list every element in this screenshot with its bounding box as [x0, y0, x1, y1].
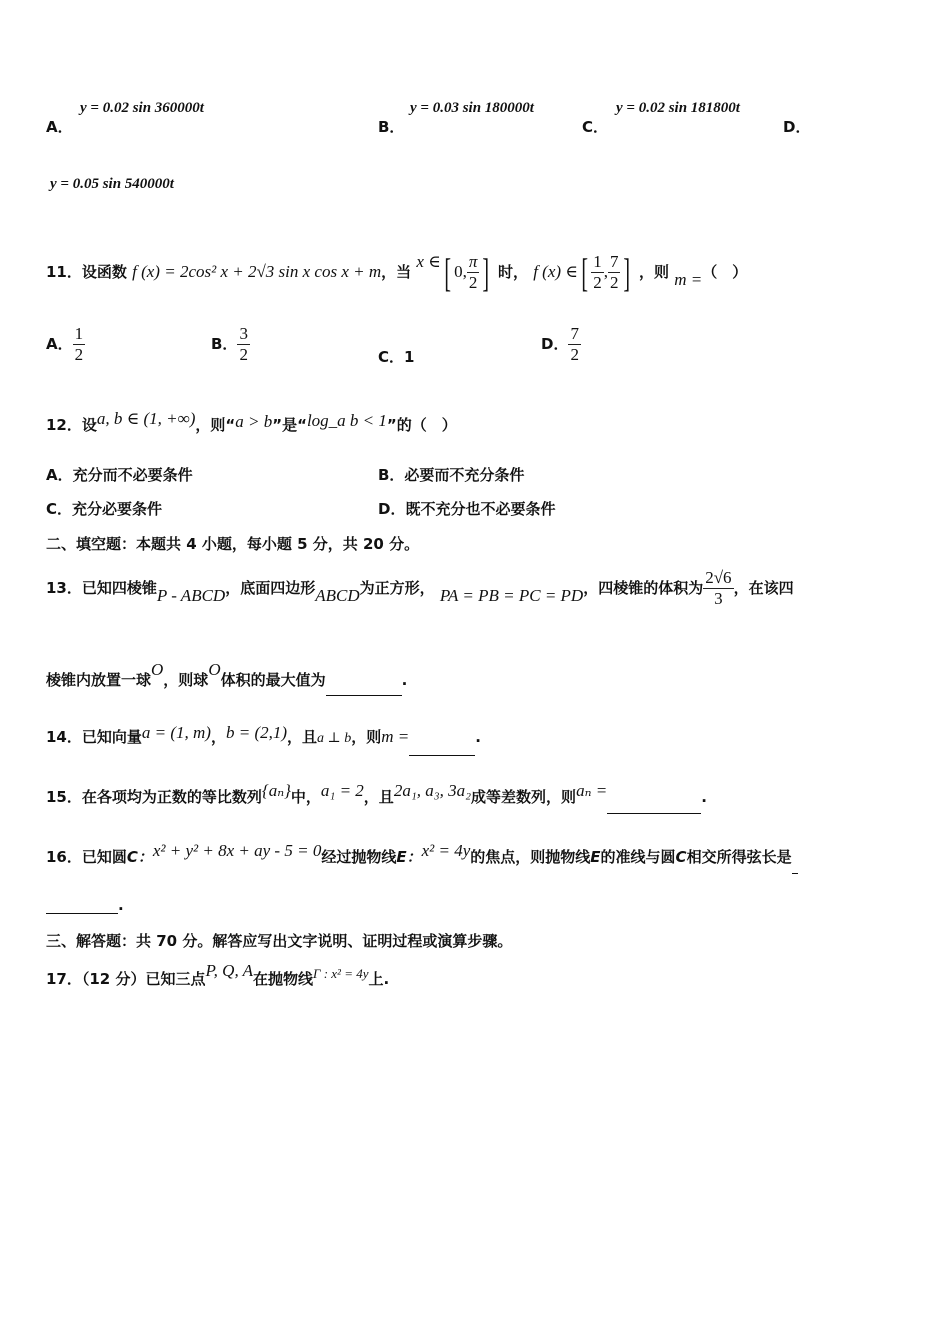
- q11-answer-paren: （ ）: [702, 263, 748, 281]
- q15-an: aₙ =: [576, 781, 608, 800]
- q11-stem: 11．设函数 f (x) = 2cos² x + 2√3 sin x cos x + m，当 x ∈[ 0, $\frac{\pi}{2}$ ] 时， f (x) ∈[ $\frac{1}{2}$ , $\frac{7}{2}$ ] ，则 m =（ ）: [46, 249, 748, 295]
- q10-option-a-expr: y = 0.02 sin 360000t: [80, 100, 204, 116]
- q11-range-low-num: 1: [593, 252, 602, 271]
- q13-text-4: ，在该四: [733, 579, 794, 597]
- q13-stem-line2: [46, 654, 408, 689]
- q16-answer-blank-start[interactable]: [792, 855, 798, 874]
- q12-text-3: ”的（ ）: [386, 416, 457, 434]
- q14-text-1: ，且: [287, 728, 318, 746]
- q13-ball-o-2: O: [208, 660, 221, 679]
- q13-text-2: 为正方形，: [359, 579, 435, 597]
- q16-stem-line2: [46, 896, 124, 914]
- q11-option-d-den: 2: [570, 345, 579, 364]
- q10-option-d-expr: y = 0.05 sin 540000t: [50, 176, 174, 192]
- q14-answer-blank[interactable]: [409, 737, 475, 756]
- q15-text-2: ，且: [363, 788, 394, 806]
- q11-range-low-den: 2: [593, 273, 602, 292]
- q12-option-b[interactable]: B．必要而不充分条件: [378, 466, 525, 484]
- q13-volume-fraction: [703, 568, 733, 609]
- q14-m: m =: [381, 727, 410, 746]
- q15-a1: a₁ = 2: [320, 781, 364, 800]
- q13-volume-den: 3: [714, 589, 723, 608]
- q10-option-c-expr: y = 0.02 sin 181800t: [616, 100, 740, 116]
- q10-option-b-label: B．: [378, 118, 405, 136]
- q14-vector-b: b = (2,1): [225, 723, 288, 742]
- q11-number: 11．: [46, 263, 82, 281]
- q11-option-d-fraction: [568, 324, 581, 365]
- q13-answer-blank[interactable]: [326, 677, 402, 696]
- q11-x-upper-num: π: [468, 252, 478, 271]
- q12-number: 12．设: [46, 416, 97, 434]
- q13-text-5: 棱锥内放置一球: [46, 671, 152, 689]
- q16-parabola-label-2: E: [590, 848, 601, 866]
- q11-option-b-num: 3: [239, 324, 248, 343]
- q11-range-bracket-left: [: [581, 249, 588, 295]
- q11-option-d-num: 7: [570, 324, 579, 343]
- q17-text-1: 在抛物线: [253, 970, 314, 988]
- q13-end: .: [401, 671, 408, 689]
- q11-range-low: [591, 252, 604, 293]
- q16-answer-blank[interactable]: [46, 897, 118, 914]
- q12-stem: [46, 404, 457, 434]
- q12-option-c[interactable]: C．充分必要条件: [46, 500, 163, 518]
- q16-parabola-label: E：: [396, 848, 422, 866]
- q11-option-a-label: A．: [46, 335, 73, 353]
- q11-option-a-num: 1: [74, 324, 84, 343]
- q15-end: .: [701, 788, 707, 806]
- q13-text-3: ，四棱锥的体积为: [583, 579, 704, 597]
- section-3-heading: 三、解答题：共 70 分。解答应写出文字说明、证明过程或演算步骤。: [46, 932, 513, 950]
- q13-text-1: ，底面四边形: [225, 579, 316, 597]
- q11-range-high-den: 2: [609, 273, 619, 292]
- q16-number: 16．已知圆: [46, 848, 127, 866]
- q16-circle-label: C：: [126, 848, 153, 866]
- q10-option-c-label: C．: [582, 118, 609, 136]
- q10-option-b-expr: y = 0.03 sin 180000t: [410, 100, 534, 116]
- q11-option-a[interactable]: [46, 320, 85, 368]
- q11-option-b-fraction: [237, 324, 250, 365]
- q12-text-1: ，则“: [195, 416, 236, 434]
- q16-text-1: 经过抛物线: [321, 848, 397, 866]
- q11-range-high-num: 7: [609, 252, 619, 271]
- q14-separator: ，: [210, 728, 226, 746]
- q11-range-high: [608, 252, 621, 293]
- q15-number: 15．在各项均为正数的等比数列: [46, 788, 262, 806]
- q15-text-1: 中，: [290, 788, 321, 806]
- q13-text-6: ，则球: [163, 671, 209, 689]
- q11-bracket-left: [: [444, 249, 451, 295]
- q14-text-2: ，则: [351, 728, 382, 746]
- q15-text-3: 成等差数列，则: [471, 788, 577, 806]
- q13-stem: [46, 564, 794, 612]
- q17-text-2: 上.: [368, 970, 390, 988]
- q13-volume-num: 2√6: [705, 568, 732, 587]
- q13-equal-edges: PA = PB = PC = PD: [439, 586, 584, 605]
- q11-x-in: x ∈: [416, 252, 441, 271]
- q15-terms: 2a₁, a₃, 3a₂: [393, 781, 472, 800]
- q12-option-d[interactable]: D．既不充分也不必要条件: [378, 500, 556, 518]
- q17-number: 17．（12 分）已知三点: [46, 970, 206, 988]
- q17-stem: [46, 954, 389, 988]
- q15-stem: [46, 774, 707, 808]
- q16-circle-label-2: C: [675, 848, 687, 866]
- q11-text: 设函数: [81, 263, 127, 281]
- q11-text-when: ，当: [381, 263, 412, 281]
- q15-sequence: {aₙ}: [261, 781, 291, 800]
- q12-option-a[interactable]: A．充分而不必要条件: [46, 466, 193, 484]
- q11-function: f (x) = 2cos² x + 2√3 sin x cos x + m: [132, 262, 382, 281]
- q11-option-b-den: 2: [239, 345, 248, 364]
- q17-points: P, Q, A: [205, 961, 254, 980]
- q16-circle-equation: x² + y² + 8x + ay - 5 = 0: [152, 841, 322, 860]
- q11-x-lower: 0,: [454, 262, 467, 281]
- q14-end: .: [475, 728, 481, 746]
- q16-text-2: 的焦点，则抛物线: [470, 848, 591, 866]
- q13-ball-o: O: [151, 660, 164, 679]
- q12-text-2: ”是“: [272, 416, 307, 434]
- q14-vector-a: a = (1, m): [141, 723, 211, 742]
- q11-option-a-den: 2: [74, 345, 84, 364]
- q11-range-bracket-right: ]: [623, 249, 631, 295]
- q12-condition-1: a > b: [235, 412, 273, 431]
- q11-m: m =: [674, 270, 703, 289]
- q10-option-a-label: A．: [46, 118, 73, 136]
- q14-number: 14．已知向量: [46, 728, 142, 746]
- q13-text-7: 体积的最大值为: [220, 671, 326, 689]
- q12-set: a, b ∈ (1, +∞): [96, 409, 196, 428]
- q11-option-d[interactable]: [541, 320, 581, 368]
- q16-text-3: 的准线与圆: [600, 848, 676, 866]
- q11-f-in: f (x) ∈: [533, 262, 578, 281]
- q17-parabola: Γ : x² = 4y: [313, 966, 369, 981]
- q11-text-then2: ，则: [639, 263, 670, 281]
- q11-option-b[interactable]: [211, 320, 250, 368]
- q14-stem: [46, 716, 481, 750]
- q11-option-c[interactable]: C．1: [378, 348, 415, 366]
- q11-x-upper-den: 2: [468, 273, 478, 292]
- q11-bracket-right: ]: [482, 249, 490, 295]
- q11-text-then: 时，: [497, 263, 528, 281]
- q12-condition-2: log_a b < 1: [306, 411, 387, 430]
- section-2-heading: 二、填空题：本题共 4 小题，每小题 5 分，共 20 分。: [46, 535, 420, 553]
- q14-perpendicular: a ⊥ b: [317, 731, 352, 746]
- q16-parabola-equation: x² = 4y: [421, 841, 471, 860]
- q15-answer-blank[interactable]: [607, 795, 701, 814]
- q16-end: .: [118, 896, 124, 914]
- q16-stem: [46, 834, 798, 868]
- q10-option-d-label: D．: [783, 118, 811, 136]
- q11-option-d-label: D．: [541, 335, 569, 353]
- q11-option-b-label: B．: [211, 335, 238, 353]
- q11-option-a-fraction: [73, 324, 86, 365]
- q13-pyramid: P - ABCD: [156, 586, 226, 605]
- q13-number: 13．已知四棱锥: [46, 579, 157, 597]
- q11-x-upper-fraction: [467, 252, 480, 293]
- q13-base: ABCD: [315, 586, 360, 605]
- q16-text-4: 相交所得弦长是: [686, 848, 792, 866]
